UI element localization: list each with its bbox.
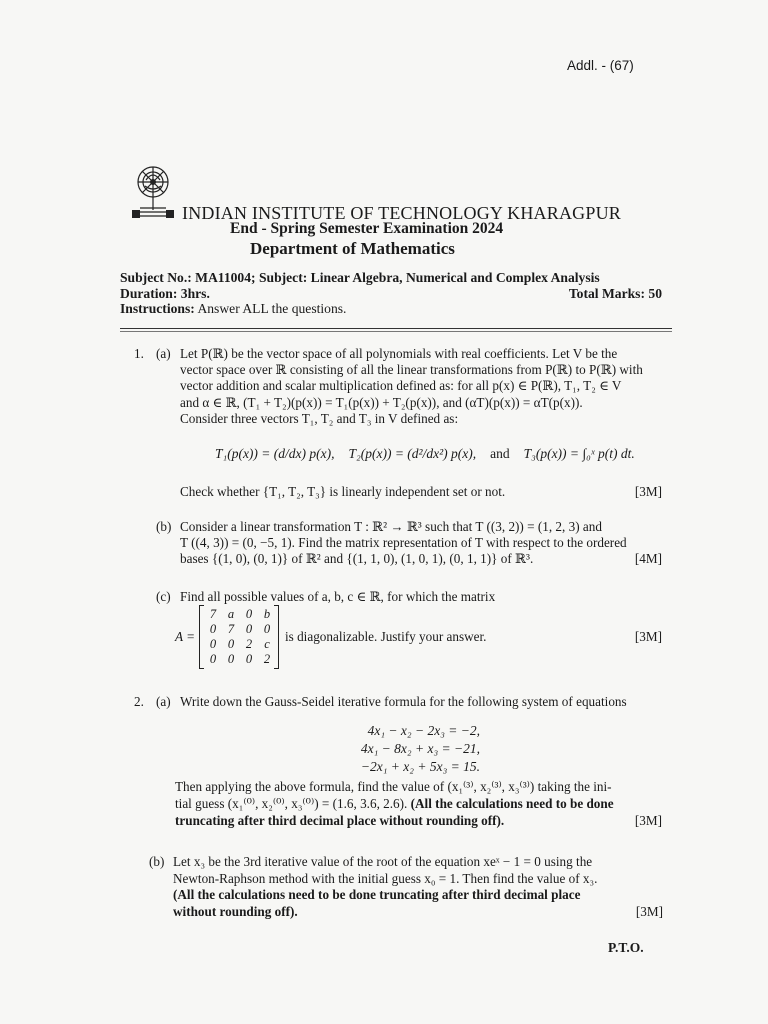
q1a-eq-and: and: [490, 446, 510, 461]
q1b-line: bases {(1, 0), (0, 1)} of ℝ² and {(1, 1, 0), (1, 0, 1), (0, 1, 1)} of ℝ³.: [180, 551, 534, 567]
question-2-number: 2.: [134, 694, 144, 709]
matrix-cell: 0: [209, 622, 217, 636]
q2b-line: Let x₃ be the 3rd iterative value of the root of the equation xeˣ − 1 = 0 using the: [173, 854, 593, 869]
q1a-line: vector space over ℝ consisting of all the linear transformations from P(ℝ) to P(ℝ) with: [180, 362, 643, 378]
instructions-text: Answer ALL the questions.: [197, 301, 347, 316]
q2a-eq2: 4x₁ − 8x₂ + x₃ = −21,: [360, 741, 480, 756]
q2b-line-bold: without rounding off).: [173, 903, 298, 919]
exam-title: End - Spring Semester Examination 2024: [230, 220, 504, 237]
matrix-cell: 0: [263, 622, 271, 636]
q2a-label: (a): [156, 694, 171, 709]
q1c-matrix: [199, 606, 279, 668]
q2a-line1: Write down the Gauss-Seidel iterative formula for the following system of equations: [180, 694, 627, 709]
matrix-cell: a: [227, 607, 235, 621]
q2b-body: [173, 854, 663, 920]
q1a-line: vector addition and scalar multiplication defined as: for all p(x) ∈ P(ℝ), T₁, T₂ ∈ V: [180, 378, 622, 394]
q1a-line: Consider three vectors T₁, T₂ and T₃ in V defined as:: [180, 410, 459, 426]
q2a-then-bold: (All the calculations need to be done: [410, 796, 614, 811]
matrix-cell: b: [263, 607, 271, 621]
subject-line: Subject No.: MA11004; Subject: Linear Algebra, Numerical and Complex Analysis: [120, 270, 600, 285]
q2a-then-3: [175, 812, 662, 829]
matrix-cell: 0: [227, 652, 235, 666]
divider-line: [120, 328, 672, 329]
total-marks: Total Marks: 50: [568, 286, 662, 301]
q1a-eq-t2: T₂(p(x)) = (d²/dx²) p(x),: [348, 446, 477, 461]
q2a-then-2: [175, 795, 662, 812]
q2b-line: Newton-Raphson method with the initial guess x₀ = 1. Then find the value of x₃.: [173, 870, 598, 886]
institute-name: INDIAN INSTITUTE OF TECHNOLOGY KHARAGPUR: [182, 203, 621, 223]
q1b-line: T ((4, 3)) = (0, −5, 1). Find the matrix representation of T with respect to the ordered: [180, 535, 627, 551]
q1c-label: (c): [156, 589, 171, 604]
q2a-then-bold: truncating after third decimal place without rounding off).: [175, 813, 505, 828]
instructions-label: Instructions:: [120, 301, 195, 316]
q1a-label: (a): [156, 346, 171, 361]
department-name: Department of Mathematics: [250, 239, 455, 258]
q1b-body: [180, 519, 662, 568]
please-turn-over: P.T.O.: [608, 940, 644, 955]
matrix-cell: 0: [245, 607, 253, 621]
additional-sheet-number: Addl. - (67): [567, 58, 634, 73]
q1a-eq-t1: T₁(p(x)) = (d/dx) p(x),: [215, 446, 335, 461]
matrix-cell: 7: [209, 607, 217, 621]
institute-logo-icon: [128, 160, 178, 222]
q2a-then: tial guess (x₁⁽⁰⁾, x₂⁽⁰⁾, x₃⁽⁰⁾) = (1.6, 3.6, 2.6).: [175, 796, 408, 811]
matrix-cell: 0: [245, 652, 253, 666]
q2b-line-last: [173, 904, 663, 921]
q1a-body: [180, 346, 665, 427]
question-1-number: 1.: [134, 346, 144, 361]
q1a-check: Check whether {T₁, T₂, T₃} is linearly independent set or not.: [180, 484, 506, 499]
q1b-marks: [4M]: [634, 551, 662, 567]
matrix-cell: 7: [227, 622, 235, 636]
divider-line-secondary: [120, 331, 672, 332]
q2b-marks: [3M]: [635, 903, 663, 919]
q1c-diag-row: [285, 629, 662, 645]
q1a-line: and α ∈ ℝ, (T₁ + T₂)(p(x)) = T₁(p(x)) + T₂(p(x)), and (αT)(p(x)) = αT(p(x)).: [180, 394, 583, 410]
q1b-label: (b): [156, 519, 172, 534]
q1a-equations: [215, 446, 635, 462]
q2b-label: (b): [149, 854, 165, 869]
q1a-check-row: [180, 484, 662, 500]
matrix-cell: 2: [245, 637, 253, 651]
q2a-marks: [3M]: [634, 813, 662, 828]
q2b-line-bold: (All the calculations need to be done truncating after third decimal place: [173, 887, 581, 902]
q1c-marks: [3M]: [634, 629, 662, 644]
q1b-line-last: [180, 551, 662, 567]
q1c-line1: Find all possible values of a, b, c ∈ ℝ, for which the matrix: [180, 589, 496, 604]
q2a-then: Then applying the above formula, find the value of (x₁⁽³⁾, x₂⁽³⁾, x₃⁽³⁾) taking the ini-: [175, 779, 612, 794]
matrix-cell: 0: [209, 652, 217, 666]
q1b-line: Consider a linear transformation T : ℝ² → ℝ³ such that T ((3, 2)) = (1, 2, 3) and: [180, 519, 602, 534]
instructions: [120, 301, 662, 317]
matrix-cell: c: [264, 637, 270, 651]
q1c-diag: is diagonalizable. Justify your answer.: [285, 629, 487, 644]
duration: Duration: 3hrs.: [120, 286, 210, 301]
q2a-body: [175, 778, 662, 829]
q1a-marks: [3M]: [634, 484, 662, 499]
matrix-cell: 0: [245, 622, 253, 636]
matrix-cell: 0: [227, 637, 235, 651]
q1a-eq-t3: T₃(p(x)) = ∫₀ˣ p(t) dt.: [523, 446, 635, 461]
q2a-eq1: 4x₁ − x₂ − 2x₃ = −2,: [367, 723, 480, 738]
q2a-system: [340, 722, 480, 776]
q2a-eq3: −2x₁ + x₂ + 5x₃ = 15.: [360, 759, 480, 774]
q1a-line: Let P(ℝ) be the vector space of all polynomials with real coefficients. Let V be the: [180, 346, 618, 361]
duration-row: [120, 286, 662, 302]
matrix-cell: 2: [263, 652, 271, 666]
matrix-cell: 0: [209, 637, 217, 651]
q1c-matrix-label: A =: [175, 629, 196, 644]
